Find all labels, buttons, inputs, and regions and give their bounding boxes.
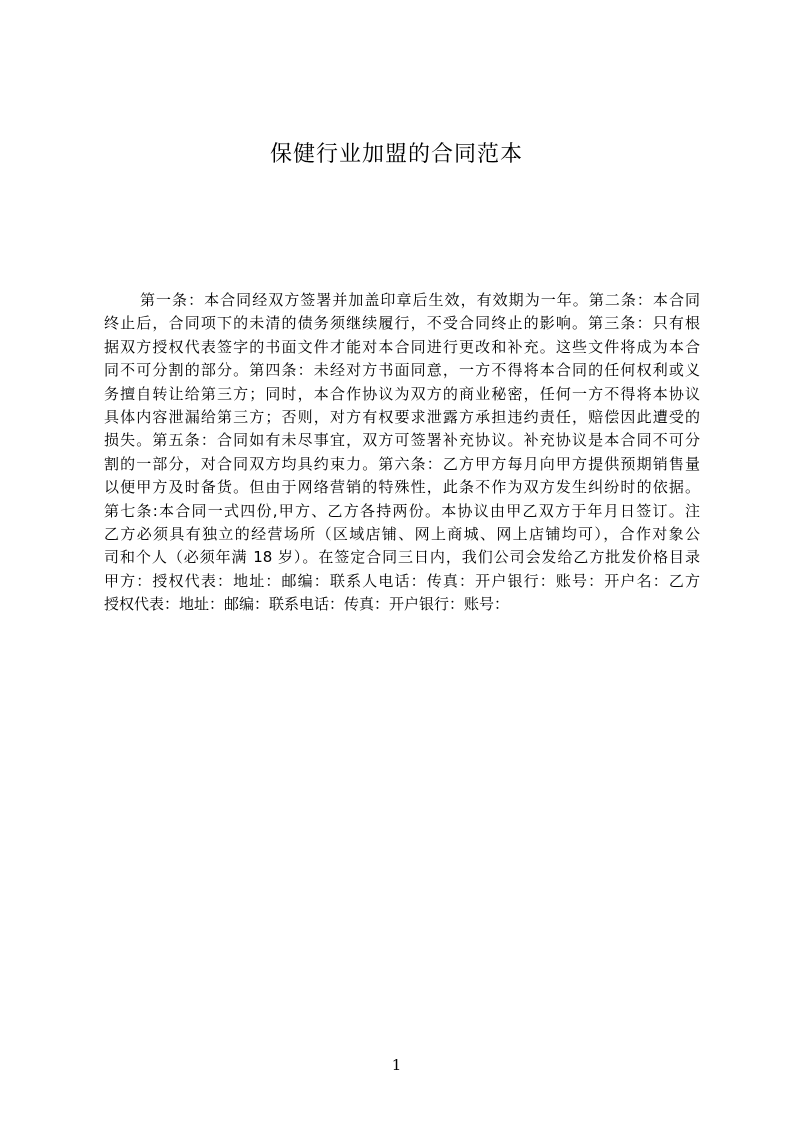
- body-line: 第七条:本合同一式四份,甲方、乙方各持两份。本协议由甲乙双方于年月日签订。注: [104, 501, 700, 520]
- body-line: 乙方必须具有独立的经营场所（区域店铺、网上商城、网上店铺均可），合作对象公: [104, 525, 700, 544]
- body-line: 司和个人（必须年满 18 岁）。在签定合同三日内，我们公司会发给乙方批发价格目录: [104, 548, 700, 567]
- body-line: 损失。第五条：合同如有未尽事宜，双方可签署补充协议。补充协议是本合同不可分: [104, 431, 700, 450]
- body-line: 同不可分割的部分。第四条：未经对方书面同意，一方不得将本合同的任何权利或义: [104, 361, 700, 380]
- body-line: 终止后，合同项下的未清的债务须继续履行，不受合同终止的影响。第三条：只有根: [104, 314, 700, 333]
- body-line: 割的一部分，对合同双方均具约束力。第六条：乙方甲方每月向甲方提供预期销售量: [104, 454, 700, 473]
- document-title: 保健行业加盟的合同范本: [269, 142, 523, 167]
- page-number: 1: [391, 1056, 402, 1074]
- body-line: 授权代表：地址：邮编：联系电话：传真：开户银行：账号：: [104, 595, 510, 614]
- body-line: 甲方：授权代表：地址：邮编：联系人电话：传真：开户银行：账号：开户名：乙方: [104, 571, 700, 590]
- body-line: 第一条：本合同经双方签署并加盖印章后生效，有效期为一年。第二条：本合同: [140, 291, 700, 309]
- body-line: 据双方授权代表签字的书面文件才能对本合同进行更改和补充。这些文件将成为本合: [104, 337, 700, 356]
- contract-body: [104, 289, 700, 617]
- body-line: 以便甲方及时备货。但由于网络营销的特殊性，此条不作为双方发生纠纷时的依据。: [104, 478, 700, 497]
- body-line: 具体内容泄漏给第三方；否则，对方有权要求泄露方承担违约责任，赔偿因此遭受的: [104, 408, 700, 427]
- body-line: 务擅自转让给第三方；同时，本合作协议为双方的商业秘密，任何一方不得将本协议: [104, 384, 700, 403]
